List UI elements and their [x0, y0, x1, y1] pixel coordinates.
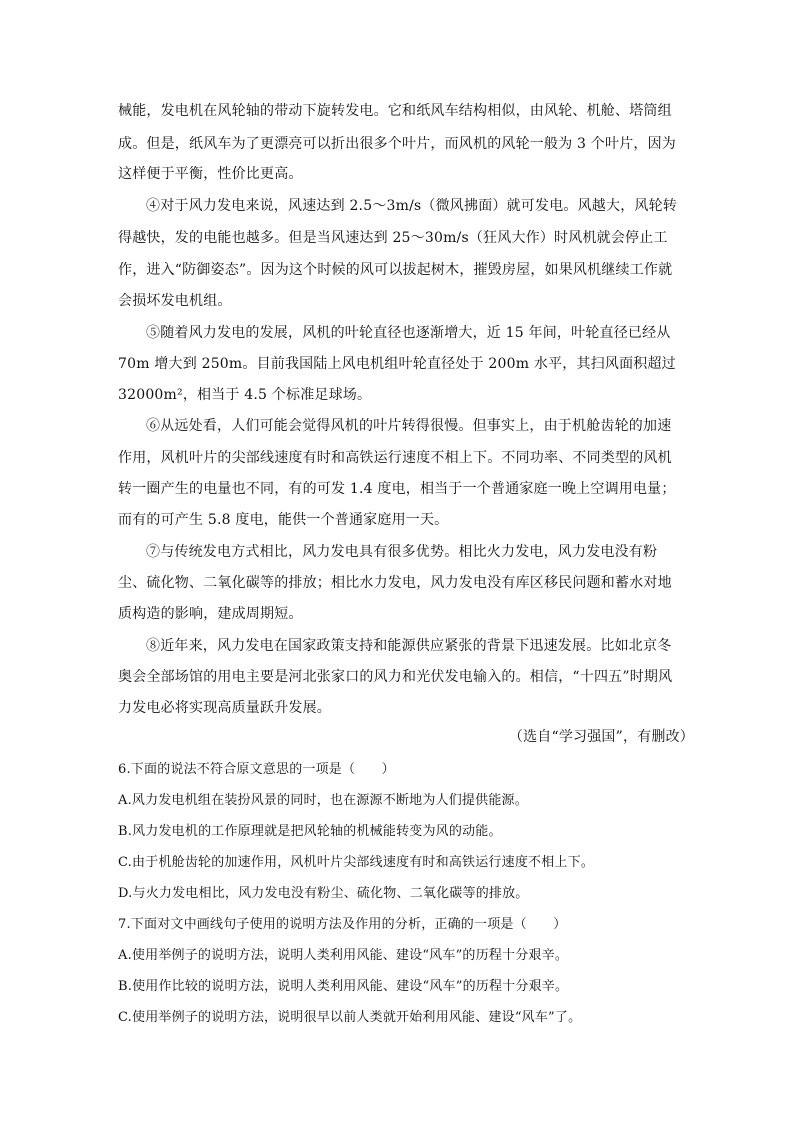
paragraph-4-line-3: 作，进入“防御姿态”。因为这个时候的风可以拔起树木，摧毁房屋，如果风机继续工作就	[118, 262, 673, 278]
source-citation: （选自“学习强国”，有删改）	[508, 729, 694, 745]
question-6-option-b: B.风力发电机的工作原理就是把风轮轴的机械能转变为风的动能。	[118, 824, 502, 839]
question-7-option-b: B.使用作比较的说明方法，说明人类利用风能、建设“风车”的历程十分艰辛。	[118, 979, 569, 994]
paragraph-3-line-2: 成。但是，纸风车为了更漂亮可以折出很多个叶片，而风机的风轮一般为 3 个叶片，因为	[118, 136, 677, 152]
question-6-option-a: A.风力发电机组在装扮风景的同时，也在源源不断地为人们提供能源。	[118, 793, 528, 808]
paragraph-3-line-1: 械能，发电机在风轮轴的带动下旋转发电。它和纸风车结构相似，由风轮、机舱、塔筒组	[118, 103, 672, 119]
paragraph-7-line-3: 质构造的影响，建成周期短。	[118, 606, 303, 622]
paragraph-8-line-1: ⑧近年来，风力发电在国家政策支持和能源供应紧张的背景下迅速发展。比如北京冬	[146, 638, 672, 654]
paragraph-6-line-1: ⑥从远处看，人们可能会觉得风机的叶片转得很慢。但事实上，由于机舱齿轮的加速	[146, 418, 672, 434]
question-7-stem: 7.下面对文中画线句子使用的说明方法及作用的分析，正确的一项是（ ）	[118, 917, 567, 932]
paragraph-7-line-1: ⑦与传统发电方式相比，风力发电具有很多优势。相比火力发电，风力发电没有粉	[146, 544, 658, 560]
paragraph-4-line-2: 得越快，发的电能也越多。但是当风速达到 25～30m/s（狂风大作）时风机就会停止工	[118, 230, 668, 246]
question-6-option-c: C.由于机舱齿轮的加速作用，风机叶片尖部线速度有时和高铁运行速度不相上下。	[118, 855, 595, 870]
paragraph-6-line-2: 作用，风机叶片的尖部线速度有时和高铁运行速度不相上下。不同功率、不同类型的风机	[118, 450, 672, 466]
paragraph-6-line-4: 而有的可产生 5.8 度电，能供一个普通家庭用一天。	[118, 512, 449, 528]
paragraph-4-line-1: ④对于风力发电来说，风速达到 2.5～3m/s（微风拂面）就可发电。风越大，风轮转	[146, 198, 677, 214]
question-7-option-c: C.使用举例子的说明方法，说明很早以前人类就开始利用风能、建设“风车”了。	[118, 1010, 582, 1025]
paragraph-5-line-3: 32000m²，相当于 4.5 个标准足球场。	[118, 387, 372, 403]
paragraph-5-line-2: 70m 增大到 250m。目前我国陆上风电机组叶轮直径处于 200m 水平，其扫风面积超过	[118, 356, 676, 372]
question-6-option-d: D.与火力发电相比，风力发电没有粉尘、硫化物、二氧化碳等的排放。	[118, 886, 529, 901]
paragraph-4-line-4: 会损坏发电机组。	[118, 293, 232, 309]
paragraph-7-line-2: 尘、硫化物、二氧化碳等的排放；相比水力发电，风力发电没有库区移民问题和蓄水对地	[118, 575, 672, 591]
paragraph-8-line-2: 奥会全部场馆的用电主要是河北张家口的风力和光伏发电输入的。相信，“十四五”时期风	[118, 669, 673, 685]
question-6-stem: 6.下面的说法不符合原文意思的一项是（ ）	[118, 762, 395, 777]
paragraph-3-line-3: 这样便于平衡，性价比更高。	[118, 166, 303, 182]
paragraph-5-line-1: ⑤随着风力发电的发展，风机的叶轮直径也逐渐增大，近 15 年间，叶轮直径已经从	[146, 325, 671, 341]
paragraph-6-line-3: 转一圈产生的电量也不同，有的可发 1.4 度电，相当于一个普通家庭一晚上空调用电量；	[118, 481, 676, 497]
paragraph-8-line-3: 力发电必将实现高质量跃升发展。	[118, 700, 331, 716]
question-7-option-a: A.使用举例子的说明方法，说明人类利用风能、建设“风车”的历程十分艰辛。	[118, 948, 569, 963]
